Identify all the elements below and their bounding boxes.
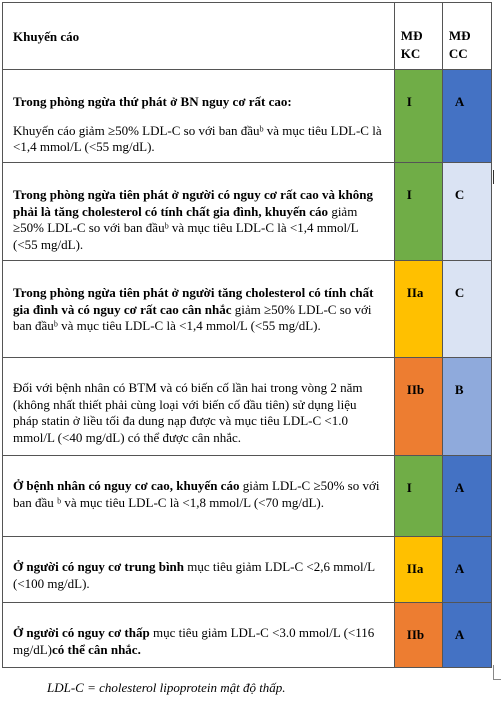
class-cell: I [394, 456, 442, 537]
recommendation-text: mục tiêu giảm LDL-C <3.0 mmol/L (<116 mg/dL) [13, 625, 375, 657]
class-cell: IIa [394, 537, 442, 603]
recommendation-cell [3, 261, 395, 358]
table-row [3, 537, 492, 603]
recommendation-text: giảm LDL-C ≥50% so với ban đầu ᵇ và mục tiêu LDL-C là <1,8 mmol/L (<70 mg/dL). [13, 478, 380, 510]
recommendation-text: giảm ≥50% LDL-C so với ban đầuᵇ và mục tiêu LDL-C là <1,4 mmol/L (<55 mg/dL). [13, 301, 372, 333]
margin-corner-mark [493, 665, 501, 680]
level-cell: C [442, 261, 491, 358]
recommendation-text: Đối với bệnh nhân có BTM và có biến cố lần hai trong vòng 2 năm (không nhất thiết phải cùng loại với biến cố đầu tiên) sử dụng liệu pháp statin ở liều tối đa dung nạp được và mục tiêu LDL-C <1.0 mmol/L (<40 mg/dL) có thể được cân nhắc. [13, 380, 363, 445]
level-cell: C [442, 163, 491, 261]
table-header-row [3, 3, 492, 70]
class-cell: I [394, 163, 442, 261]
class-cell: IIb [394, 358, 442, 456]
header-class-line2: KC [400, 46, 421, 61]
recommendation-bold-lead: Ở bệnh nhân có nguy cơ cao, khuyến cáo [13, 478, 240, 493]
table-row [3, 163, 492, 261]
level-cell: A [442, 456, 491, 537]
header-level-line1: MĐ [448, 28, 471, 43]
recommendation-text: mục tiêu giảm LDL-C <2,6 mmol/L (<100 mg/dL). [13, 559, 375, 591]
recommendation-cell [3, 537, 395, 603]
table-row [3, 70, 492, 163]
table-row [3, 358, 492, 456]
text-cursor-mark [493, 170, 494, 184]
recommendation-cell [3, 603, 395, 668]
header-level-line2: CC [448, 46, 468, 61]
table-row [3, 261, 492, 358]
recommendation-text: giảm ≥50% LDL-C so với ban đầuᵇ và mục tiêu LDL-C là <1,4 mmol/L (<55 mg/dL). [13, 203, 359, 252]
header-level [442, 3, 491, 70]
table-row [3, 456, 492, 537]
class-cell: IIb [394, 603, 442, 668]
recommendation-bold-lead: Trong phòng ngừa tiên phát ở người có nguy cơ rất cao và không phải là tăng cholesterol có tính chất gia đình, khuyến cáo [13, 187, 373, 219]
recommendation-table [2, 2, 492, 668]
table-row [3, 603, 492, 668]
class-cell: I [394, 70, 442, 163]
footnote: LDL-C = cholesterol lipoprotein mật độ thấp. [47, 680, 286, 695]
recommendation-cell [3, 70, 395, 163]
level-cell: B [442, 358, 491, 456]
recommendation-cell [3, 456, 395, 537]
header-recommendation: Khuyến cáo [3, 3, 395, 70]
recommendation-text: Khuyến cáo giảm ≥50% LDL-C so với ban đầuᵇ và mục tiêu LDL-C là <1,4 mmol/L (<55 mg/dL). [13, 122, 382, 154]
recommendation-bold-lead: Ở người có nguy cơ trung bình [13, 559, 185, 574]
header-class [394, 3, 442, 70]
recommendation-bold-lead: Trong phòng ngừa thứ phát ở BN nguy cơ rất cao: [13, 94, 292, 109]
recommendation-cell [3, 358, 395, 456]
header-class-line1: MĐ [400, 28, 423, 43]
class-cell: IIa [394, 261, 442, 358]
level-cell: A [442, 537, 491, 603]
level-cell: A [442, 603, 491, 668]
recommendation-bold-lead: Ở người có nguy cơ thấp [13, 625, 150, 640]
recommendation-bold-lead: Trong phòng ngừa tiên phát ở người tăng cholesterol có tính chất gia đình và có nguy cơ rất cao cân nhắc [13, 285, 374, 317]
level-cell: A [442, 70, 491, 163]
recommendation-table-container [2, 2, 492, 668]
recommendation-bold-tail: có thể cân nhắc. [52, 641, 141, 657]
recommendation-cell [3, 163, 395, 261]
